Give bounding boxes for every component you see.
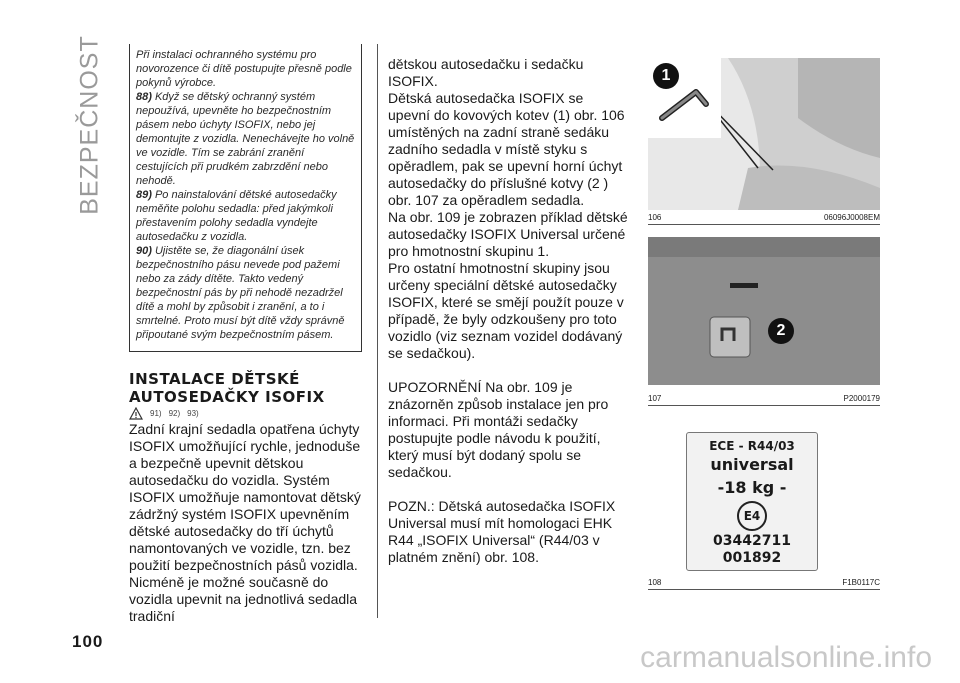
callout-badge-1: 1	[653, 63, 679, 89]
figure-106-isofix-anchors	[648, 58, 880, 210]
warning-line: Při instalaci ochranného systému pro novorozence či dítě postupujte přesně podle pokynů výrobce.	[136, 49, 352, 89]
warning-line: 89) Po nainstalování dětské autosedačky neměňte polohu sedadla: před jakýmkoli přestavením polohy sedadla vyndejte autosedačku z vozidla.	[136, 189, 337, 243]
ref-note: 92)	[168, 409, 181, 418]
column-divider	[377, 44, 378, 618]
ece-homologation-label: ECE - R44/03 universal -18 kg - E4 03442711 001892	[686, 432, 818, 571]
warning-refs	[129, 407, 199, 420]
callout-badge-2: 2	[768, 318, 794, 344]
e4-mark-icon: E4	[737, 501, 767, 531]
section-title: INSTALACE DĚTSKÉ AUTOSEDAČKY ISOFIX	[129, 370, 325, 406]
ref-note: 91)	[150, 409, 162, 418]
warning-box	[129, 44, 362, 352]
figure-caption: 106 06096J0008EM	[648, 213, 880, 225]
warning-triangle-icon	[129, 407, 143, 420]
warning-line: 88) Když se dětský ochranný systém nepoužívá, upevněte ho bezpečnostním pásem nebo úchyty ISOFIX, nebo jej demontujte z vozidla. Nenechávejte ho volně ve vozidle. Tím se zabrání zranění cestujících při prudkém zabrzdění nebo nehodě.	[136, 91, 355, 187]
warning-line: 90) Ujistěte se, že diagonální úsek bezpečnostního pásu nevede pod pažemi nebo za zády dítěte. Takto vedený bezpečnostní pás by při nehodě nezadržel dítě a mohl by způsobit i zranění, a to i smrtelné. Proto musí být dítě vždy správně připoutané svým bezpečnostním pásem.	[136, 245, 345, 341]
figure-107-top-tether	[648, 237, 880, 385]
watermark: carmanualsonline.info	[640, 641, 932, 674]
body-text-left: Zadní krajní sedadla opatřena úchyty ISOFIX umožňující rychle, jednoduše a bezpečně upevnit dětskou autosedačku do vozidla. Systém ISOFIX umožňuje namontovat dětský zádržný systém ISOFIX upevněním dětské autosedačky do tří úchytů namontovaných ve vozidle, tzn. bez použití bezpečnostních pásů vozidla. Nicméně je možné současně do vozidla upevnit na jednotlivá sedadla tradiční	[129, 421, 361, 624]
figure-caption: 108 F1B0117C	[648, 578, 880, 590]
ref-note: 93)	[187, 409, 199, 418]
side-section-title: BEZPEČNOST	[75, 35, 104, 215]
figure-caption: 107 P2000179	[648, 394, 880, 406]
page-number: 100	[72, 632, 104, 651]
body-text-middle: dětskou autosedačku i sedačku ISOFIX. Dětská autosedačka ISOFIX se upevní do kovových kotev (1) obr. 106 umístěných na zadní straně sedáku zadního sedadla v místě styku s opěradlem, pak se upevní horní úchyt autosedačky do příslušné kotvy (2 ) obr. 107 za opěradlem sedadla. Na obr. 109 je zobrazen příklad dětské autosedačky ISOFIX Universal určené pro hmotnostní skupinu 1. Pro ostatní hmotnostní skupiny jsou určeny speciální dětské autosedačky ISOFIX, které se smějí použít pouze v případě, že byly odzkoušeny pro toto vozidlo (viz seznam vozidel dodávaný se sedačkou). UPOZORNĚNÍ Na obr. 109 je znázorněn způsob instalace jen pro informaci. Při montáži sedačky postupujte podle návodu k použití, který musí být dodaný spolu se sedačkou. POZN.: Dětská autosedačka ISOFIX Universal musí mít homologaci EHK R44 „ISOFIX Universal“ (R44/03 v platném znění) obr. 108.	[388, 56, 628, 565]
